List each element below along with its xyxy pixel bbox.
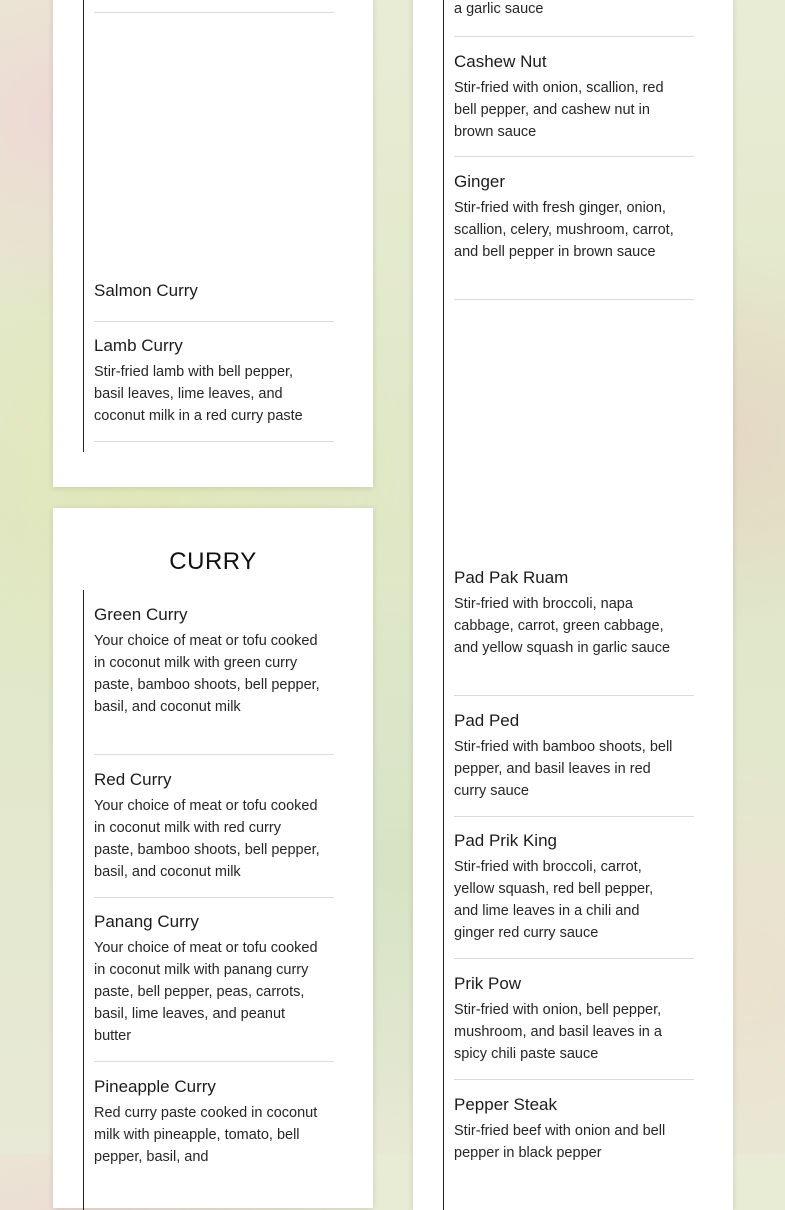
menu-item-description: Your choice of meat or tofu cooked in coconut milk with green curry paste, bamboo shoots, bell pepper, basil, and coconut milk — [94, 633, 320, 715]
menu-item-title: Lamb Curry — [94, 336, 183, 355]
menu-item-title: Salmon Curry — [94, 281, 198, 300]
menu-item-title: Green Curry — [94, 605, 188, 624]
menu-item-description: Your choice of meat or tofu cooked in coconut milk with panang curry paste, bell pepper, peas, carrots, basil, lime leaves, and peanut butter — [94, 940, 318, 1044]
menu-item-description: Stir-fried lamb with bell pepper, basil leaves, lime leaves, and coconut milk in a red curry paste — [94, 364, 303, 424]
menu-item-description: Stir-fried beef with onion and bell pepper in black pepper — [454, 1123, 666, 1161]
menu-item[interactable] — [454, 830, 694, 959]
menu-item[interactable] — [94, 604, 334, 755]
menu-item-description: Stir-fried with broccoli, carrot, yellow squash, red bell pepper, and lime leaves in a chili and ginger red curry sauce — [454, 859, 654, 941]
menu-item[interactable] — [454, 51, 694, 157]
menu-item[interactable] — [94, 1076, 334, 1176]
menu-item[interactable] — [454, 710, 694, 817]
menu-item-title: Panang Curry — [94, 912, 199, 931]
menu-item-description: Red curry paste cooked in coconut milk with pineapple, tomato, bell pepper, basil, and — [94, 1105, 318, 1165]
section-rule — [83, 0, 84, 452]
menu-item[interactable] — [94, 280, 334, 322]
menu-item-description: a garlic sauce — [454, 1, 544, 17]
menu-item-title: Ginger — [454, 172, 506, 191]
menu-item-title: Pad Pak Ruam — [454, 568, 569, 587]
menu-item-description: Your choice of meat or tofu cooked in coconut milk with red curry paste, bamboo shoots, bell pepper, basil, and coconut milk — [94, 798, 320, 880]
menu-item[interactable] — [94, 911, 334, 1062]
menu-card-right — [413, 0, 733, 1210]
menu-item[interactable] — [454, 973, 694, 1080]
section-rule — [83, 590, 84, 1210]
menu-item-title: Pad Prik King — [454, 831, 557, 850]
menu-item-description: Stir-fried with bamboo shoots, bell pepper, and basil leaves in red curry sauce — [454, 739, 673, 799]
menu-item[interactable] — [454, 171, 694, 300]
menu-item-divider — [94, 0, 334, 13]
menu-item-description: Stir-fried with broccoli, napa cabbage, carrot, green cabbage, and yellow squash in garlic sauce — [454, 596, 671, 656]
section-heading: CURRY — [169, 548, 257, 575]
menu-card-top-left — [53, 0, 373, 487]
menu-item-title: Pineapple Curry — [94, 1077, 216, 1096]
menu-item-description: Stir-fried with onion, bell pepper, mushroom, and basil leaves in a spicy chili paste sauce — [454, 1002, 662, 1062]
menu-item-title: Pepper Steak — [454, 1095, 558, 1114]
menu-item[interactable] — [454, 567, 694, 696]
menu-item-title: Prik Pow — [454, 974, 522, 993]
menu-card-curry — [53, 508, 373, 1208]
menu-item[interactable] — [454, 0, 694, 37]
menu-item[interactable] — [94, 335, 334, 442]
menu-item-title: Red Curry — [94, 770, 172, 789]
menu-item[interactable] — [94, 769, 334, 898]
menu-item-description: Stir-fried with onion, scallion, red bell pepper, and cashew nut in brown sauce — [454, 80, 664, 140]
section-rule — [443, 0, 444, 1210]
menu-item-title: Cashew Nut — [454, 52, 547, 71]
menu-item-title: Pad Ped — [454, 711, 520, 730]
menu-item[interactable] — [454, 1094, 694, 1161]
menu-item-description: Stir-fried with fresh ginger, onion, scallion, celery, mushroom, carrot, and bell pepper in brown sauce — [454, 200, 674, 260]
